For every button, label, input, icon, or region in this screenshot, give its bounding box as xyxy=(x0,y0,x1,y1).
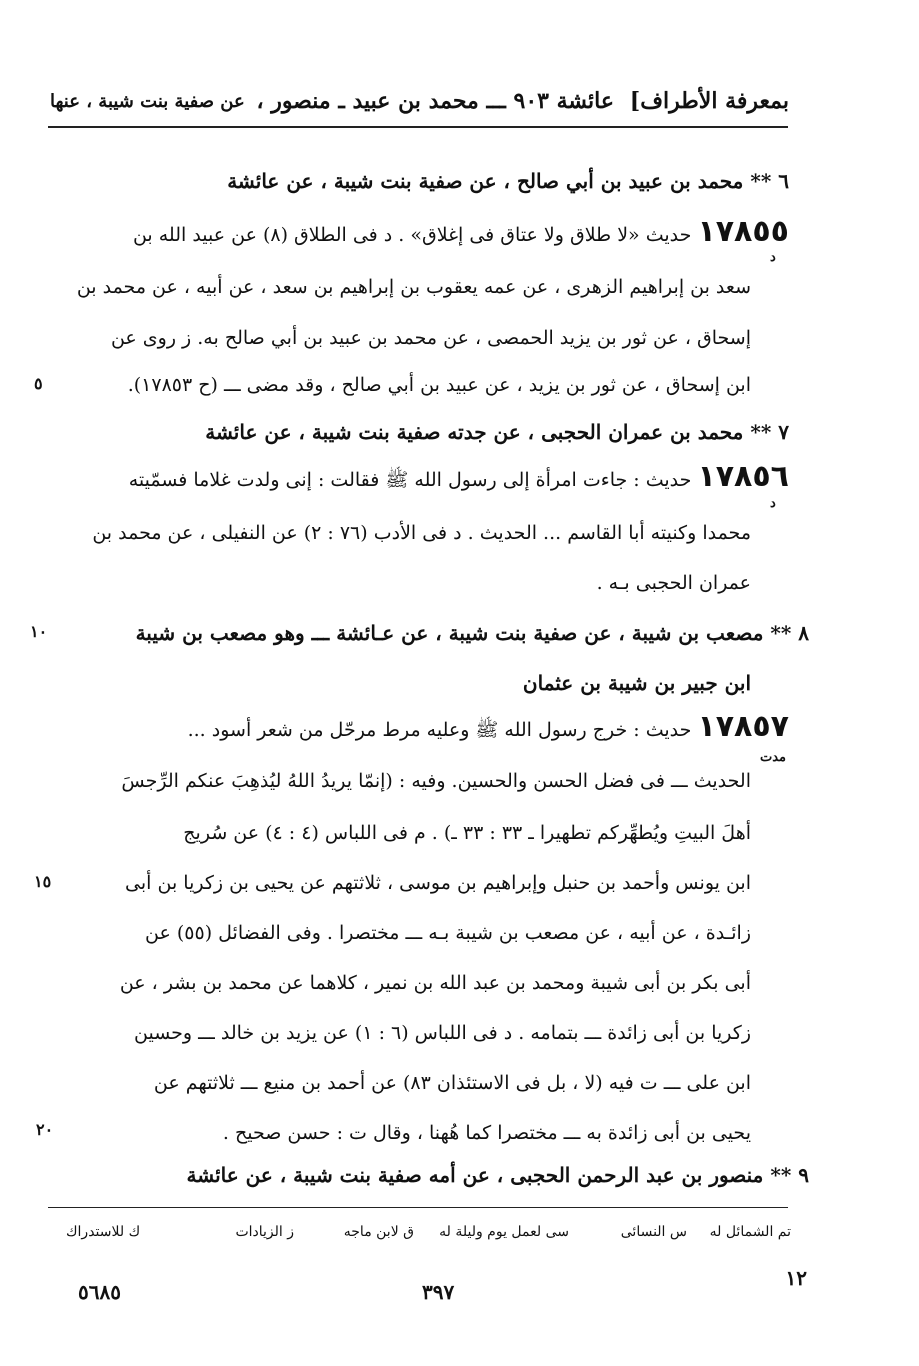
hadith-17855-line-3: إسحاق ، عن ثور بن يزيد الحمصى ، عن محمد بن عبيد بن أبي صالح به. ز روى عن xyxy=(110,327,751,349)
hadith-17856-text-1: حديث : جاءت امرأة إلى رسول الله ﷺ فقالت : إنى ولدت غلاما فسمّيته xyxy=(128,469,692,491)
line-number-10: ١٠ xyxy=(30,622,48,641)
hadith-17857-line-6: أبى بكر بن أبى شيبة ومحمد بن عبد الله بن نمير ، كلاهما عن محمد بن بشر ، عن xyxy=(119,972,751,994)
abbrev-amal-yawm: سى لعمل يوم وليلة له xyxy=(439,1224,569,1240)
line-number-5: ٥ xyxy=(34,374,43,393)
hadith-number-17856: ١٧٨٥٦ xyxy=(697,459,789,494)
chain-6-heading: ٦ ** محمد بن عبيد بن أبي صالح ، عن صفية بنت شيبة ، عن عائشة xyxy=(227,169,789,193)
abbrev-shamail: تم الشمائل له xyxy=(709,1224,791,1240)
hadith-number-17857: ١٧٨٥٧ xyxy=(697,709,789,744)
margin-mark-d2: د xyxy=(770,496,776,511)
hadith-17857-line-5: زائـدة ، عن أبيه ، عن مصعب بن شيبة بـه ـــ مختصرا . وفى الفضائل (٥٥) عن xyxy=(145,922,751,944)
chain-7-heading: ٧ ** محمد بن عمران الحجبى ، عن جدته صفية بنت شيبة ، عن عائشة xyxy=(205,420,789,444)
header-section: بمعرفة الأطراف] xyxy=(629,88,789,114)
hadith-17857-line-1 xyxy=(187,709,789,748)
volume-number: ١٢ xyxy=(785,1266,807,1290)
chain-9-heading: ٩ ** منصور بن عبد الرحمن الحجبى ، عن أمه صفية بنت شيبة ، عن عائشة xyxy=(186,1163,809,1187)
hadith-17857-line-3: أهلَ البيتِ ويُطهِّركم تطهيرا ـ ٣٣ : ٣٣ ـ) . م فى اللباس (٤ : ٤) عن سُريج xyxy=(183,822,751,844)
page-number: ٣٩٧ xyxy=(422,1280,455,1304)
hadith-17857-line-7: زكريا بن أبى زائدة ـــ بتمامه . د فى اللباس (٦ : ١) عن يزيد بن خالد ـــ وحسين xyxy=(134,1022,751,1044)
serial-number: ٥٦٨٥ xyxy=(78,1280,121,1304)
hadith-17857-line-9: يحيى بن أبى زائدة به ـــ مختصرا كما هُهنا ، وقال ت : حسن صحيح . xyxy=(222,1122,751,1144)
hadith-17855-line-1 xyxy=(132,214,789,253)
hadith-17855-line-2: سعد بن إبراهيم الزهرى ، عن عمه يعقوب بن إبراهيم بن سعد ، عن أبيه ، عن محمد بن xyxy=(76,276,751,298)
hadith-17857-text-1: حديث : خرج رسول الله ﷺ وعليه مرط مرحّل من شعر أسود ... xyxy=(187,719,692,741)
footer-rule xyxy=(48,1207,788,1208)
header-entry: عائشة ٩٠٣ ـــ محمد بن عبيد ـ منصور ، xyxy=(256,88,614,114)
abbrev-istidrak: ك للاستدراك xyxy=(66,1224,141,1240)
hadith-17855-line-4: ابن إسحاق ، عن ثور بن يزيد ، عن عبيد بن أبي صالح ، وقد مضى ـــ (ح ١٧٨٥٣). xyxy=(127,374,751,396)
abbrev-ibn-majah: ق لابن ماجه xyxy=(343,1224,414,1240)
abbrev-nasai: س النسائى xyxy=(620,1224,687,1240)
chain-8-heading-cont: ابن جبير بن شيبة بن عثمان xyxy=(522,671,751,695)
header-rule xyxy=(48,126,788,128)
margin-mark-md: مدت xyxy=(760,750,787,765)
hadith-17857-line-4: ابن يونس وأحمد بن حنبل وإبراهيم بن موسى ، ثلاثتهم عن يحيى بن زكريا بن أبى xyxy=(125,872,751,894)
hadith-17857-line-2: الحديث ـــ فى فضل الحسن والحسين. وفيه : (إنمّا يريدُ اللهُ ليُذهِبَ عنكم الرِّجسَ xyxy=(121,770,751,792)
hadith-number-17855: ١٧٨٥٥ xyxy=(697,214,789,249)
line-number-15: ١٥ xyxy=(34,872,52,891)
chain-8-heading: ٨ ** مصعب بن شيبة ، عن صفية بنت شيبة ، عن عـائشة ـــ وهو مصعب بن شيبة xyxy=(135,621,809,645)
hadith-17856-line-3: عمران الحجبى بـه . xyxy=(596,572,751,594)
hadith-17856-line-1 xyxy=(128,459,789,498)
margin-mark-d1: د xyxy=(770,250,776,265)
line-number-20: ٢٠ xyxy=(36,1120,54,1139)
hadith-17856-line-2: محمدا وكنيته أبا القاسم ... الحديث . د فى الأدب (٧٦ : ٢) عن النفيلى ، عن محمد بن xyxy=(92,522,751,544)
abbrev-ziyadat: ز الزيادات xyxy=(235,1224,294,1240)
hadith-17855-text-1: حديث «لا طلاق ولا عتاق فى إغلاق» . د فى الطلاق (٨) عن عبيد الله بن xyxy=(132,224,692,246)
running-header xyxy=(50,88,789,118)
header-chain: عن صفية بنت شيبة ، عنها xyxy=(50,91,245,112)
hadith-17857-line-8: ابن على ـــ ت فيه (لا ، بل فى الاستئذان ٨٣) عن أحمد بن منيع ـــ ثلاثتهم عن xyxy=(153,1072,751,1094)
